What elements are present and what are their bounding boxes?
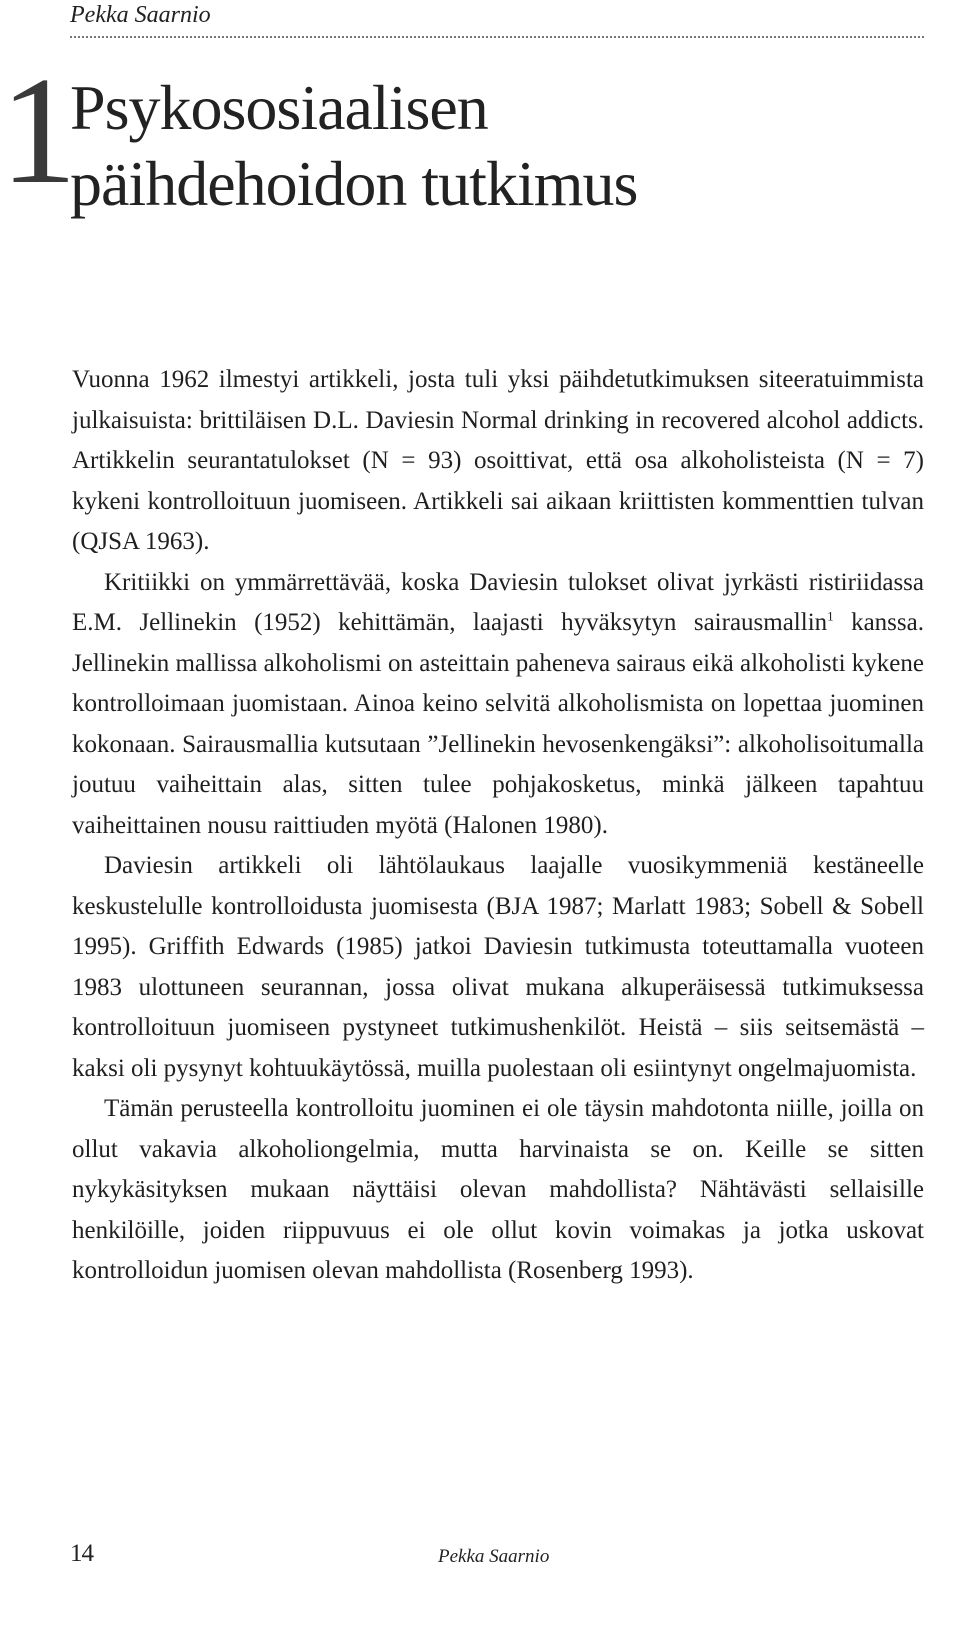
paragraph-1: Vuonna 1962 ilmestyi artikkeli, josta tuli yksi päihdetutkimuksen siteeratuimmista julkaisuista: brittiläisen D.L. Daviesin Normal drinking in recovered alcohol addicts. Artikkelin seurantatulokset (N = 93) osoittivat, että osa alkoholisteista (N = 7) kykeni kontrolloituun juomiseen. Artikkeli sai aikaan kriittisten kommenttien tulvan (QJSA 1963). (72, 366, 924, 555)
paragraph-4: Tämän perusteella kontrolloitu juominen ei ole täysin mahdotonta niille, joilla on ollut vakavia alkoholiongelmia, mutta harvinaista se on. Keille se sitten nykykäsityksen mukaan näyttäisi olevan mahdollista? Nähtävästi sellaisille henkilöille, joiden riippuvuus ei ole ollut kovin voimakas ja jotka uskovat kontrolloidun juomisen olevan mahdollista (Rosenberg 1993). (72, 1095, 924, 1284)
paragraph-2 (72, 563, 924, 847)
paragraph-2-part-b: kanssa. Jellinekin mallissa alkoholismi on asteittain paheneva sairaus eikä alkoholisti kykene kontrolloimaan juomistaan. Ainoa keino selvitä alkoholismista on lopettaa juominen kokonaan. Sairausmallia kutsutaan ”Jellinekin hevosenkengäksi”: alkoholisoitumalla joutuu vaiheittain alas, sitten tulee pohjakosketus, minkä jälkeen tapahtuu vaiheittainen nousu raittiuden myötä (Halonen 1980). (72, 609, 924, 839)
footer-author: Pekka Saarnio (438, 1546, 550, 1567)
chapter-title (70, 70, 637, 222)
page-number: 14 (70, 1540, 93, 1567)
paragraph-2-part-a: Kritiikki on ymmärrettävää, koska Daviesin tulokset olivat jyrkästi ristiriidassa E.M. Jellinekin (1952) kehittämän, laajasti hyväksytyn sairausmallin (72, 568, 924, 636)
chapter-title-line-1: Psykososiaalisen (70, 72, 488, 143)
paragraph-3: Daviesin artikkeli oli lähtölaukaus laajalle vuosikymmeniä kestäneelle keskustelulle kontrolloidusta juomisesta (BJA 1987; Marlatt 1983; Sobell & Sobell 1995). Griffith Edwards (1985) jatkoi Daviesin tutkimusta toteuttamalla vuoteen 1983 ulottuneen seurannan, jossa olivat mukana alkuperäisessä tutkimuksessa kontrolloituun juomiseen pystyneet tutkimushenkilöt. Heistä – siis seitsemästä – kaksi oli pysynyt kohtuukäytössä, muilla puolestaan oli esiintynyt ongelmajuomista. (72, 852, 924, 1082)
chapter-title-line-2: päihdehoidon tutkimus (70, 148, 638, 219)
header-dotted-rule (70, 36, 924, 38)
footnote-marker: 1 (827, 608, 834, 624)
chapter-number: 1 (0, 46, 73, 216)
body-text (72, 360, 924, 1292)
running-head-author: Pekka Saarnio (70, 2, 211, 28)
